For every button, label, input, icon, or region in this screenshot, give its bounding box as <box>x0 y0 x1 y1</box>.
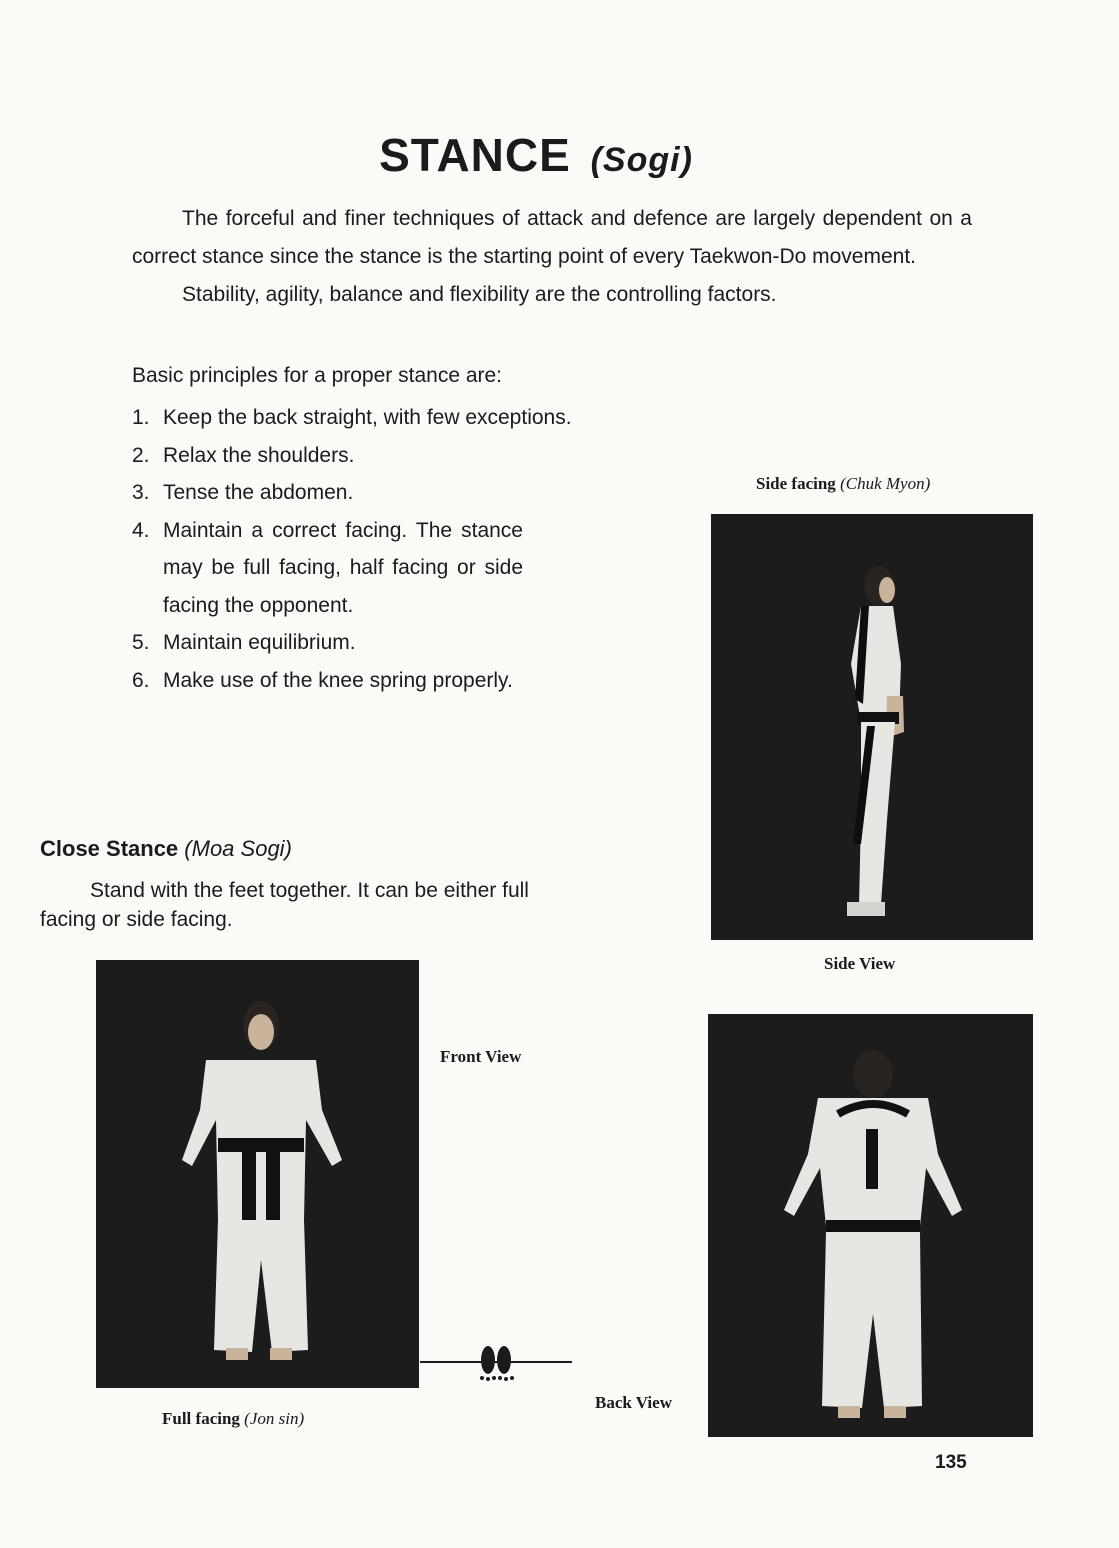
list-text: Relax the shoulders. <box>163 443 355 467</box>
page-number: 135 <box>935 1452 967 1473</box>
intro-block <box>132 200 972 314</box>
caption-term: (Chuk Myon) <box>840 474 931 493</box>
list-number: 6. <box>132 668 150 692</box>
back-view-photo <box>708 1014 1033 1437</box>
intro-paragraph-1: The forceful and finer techniques of attack and defence are largely dependent on a correct stance since the stance is the starting point of every Taekwon-Do movement. <box>132 207 972 268</box>
back-view-figure <box>708 1014 1033 1437</box>
list-text: Keep the back straight, with few exceptions. <box>163 406 572 429</box>
close-stance-description: Stand with the feet together. It can be either full facing or side facing. <box>40 879 529 931</box>
section-heading-term: (Moa Sogi) <box>184 836 292 861</box>
side-view-figure <box>711 514 1033 940</box>
list-number: 4. <box>132 518 150 542</box>
close-stance-text <box>40 876 560 934</box>
caption-term: (Jon sin) <box>244 1409 305 1428</box>
list-number: 1. <box>132 406 150 429</box>
list-text: Maintain equilibrium. <box>163 631 356 654</box>
list-item <box>132 662 572 700</box>
list-item <box>132 512 572 625</box>
side-view-caption: Side View <box>824 954 896 973</box>
list-text: Make use of the knee spring properly. <box>163 668 513 692</box>
back-view-caption: Back View <box>595 1393 672 1412</box>
close-stance-heading <box>40 836 292 862</box>
side-facing-caption <box>756 474 930 494</box>
caption-label: Side facing <box>756 474 836 493</box>
list-number: 5. <box>132 631 150 654</box>
caption-label: Full facing <box>162 1409 240 1428</box>
intro-paragraph-2: Stability, agility, balance and flexibility are the controlling factors. <box>182 283 777 306</box>
list-text: Maintain a correct facing. The stance may be full facing, half facing or side facing the opponent. <box>163 518 523 617</box>
front-view-figure <box>96 960 419 1388</box>
front-view-caption: Front View <box>440 1047 522 1066</box>
principles-list <box>132 399 572 699</box>
full-facing-caption <box>162 1409 304 1429</box>
list-item <box>132 399 572 437</box>
list-number: 2. <box>132 443 150 467</box>
list-number: 3. <box>132 481 150 504</box>
front-view-photo <box>96 960 419 1388</box>
feet-together-icon <box>420 1336 572 1384</box>
section-heading-label: Close Stance <box>40 836 179 861</box>
list-item <box>132 624 572 662</box>
principles-lead: Basic principles for a proper stance are: <box>132 364 503 387</box>
feet-diagram <box>420 1336 572 1384</box>
title-subtitle: (Sogi) <box>590 141 693 179</box>
title-main: STANCE <box>379 129 571 181</box>
list-item <box>132 474 572 512</box>
list-text: Tense the abdomen. <box>163 481 354 504</box>
page-title <box>0 128 1072 182</box>
list-item <box>132 437 572 475</box>
side-view-photo <box>711 514 1033 940</box>
